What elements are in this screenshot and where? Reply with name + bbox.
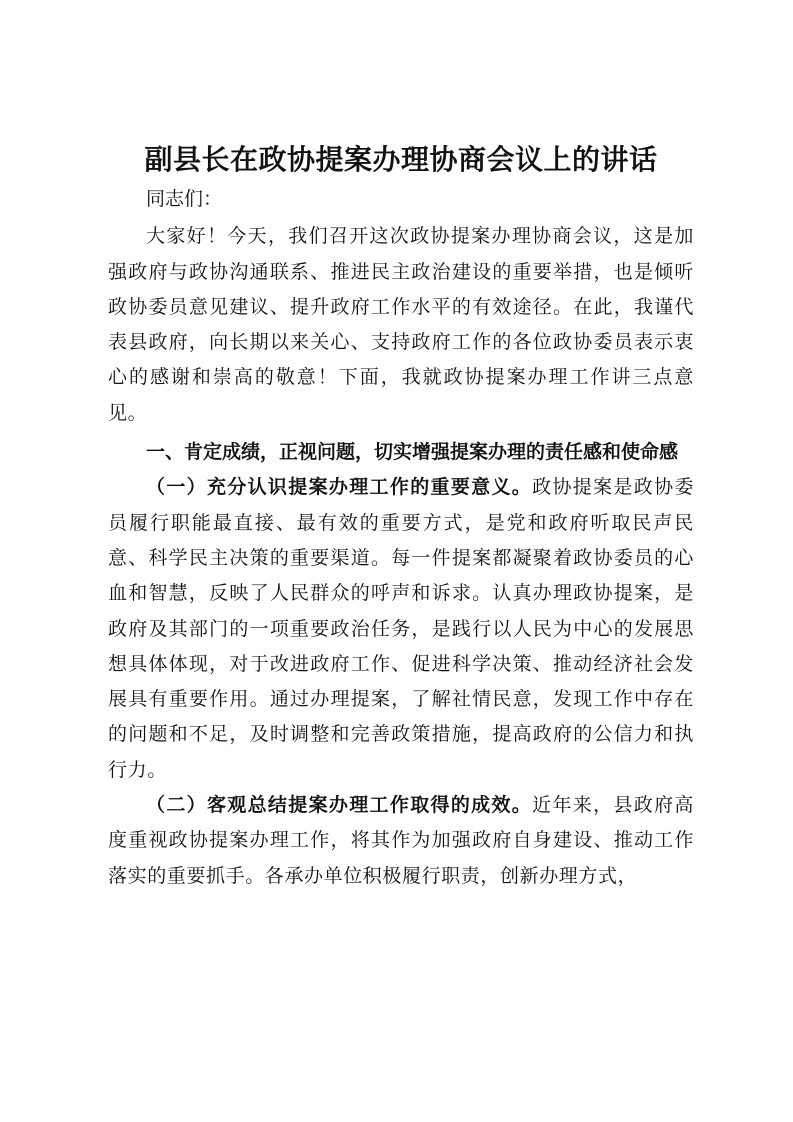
greeting: 同志们：	[146, 188, 223, 210]
item-1-paragraph	[108, 470, 694, 788]
item-2-paragraph	[108, 788, 694, 894]
item-1-text: 政协提案是政协委员履行职能最直接、最有效的重要方式，是党和政府听取民声民意、科学民主决策的重要渠道。每一件提案都凝聚着政协委员的心血和智慧，反映了人民群众的呼声和诉求。认真办理政协提案，是政府及其部门的一项重要政治任务，是践行以人民为中心的发展思想具体体现，对于改进政府工作、促进科学决策、推动经济社会发展具有重要作用。通过办理提案，了解社情民意，发现工作中存在的问题和不足，及时调整和完善政策措施，提高政府的公信力和执行力。	[108, 476, 694, 781]
item-2-text: 近年来，县政府高度重视政协提案办理工作，将其作为加强政府自身建设、推动工作落实的重要抓手。各承办单位积极履行职责，创新办理方式，	[108, 794, 694, 887]
document-body	[108, 140, 694, 894]
item-1-label: （一）充分认识提案办理工作的重要意义。	[146, 476, 533, 499]
item-2-label: （二）客观总结提案办理工作取得的成效。	[146, 794, 533, 817]
intro-paragraph: 大家好！今天，我们召开这次政协提案办理协商会议，这是加强政府与政协沟通联系、推进民主政治建设的重要举措，也是倾听政协委员意见建议、提升政府工作水平的有效途径。在此，我谨代表县政府，向长期以来关心、支持政府工作的各位政协委员表示衷心的感谢和崇高的敬意！下面，我就政协提案办理工作讲三点意见。	[108, 225, 694, 424]
section-heading-1: 一、肯定成绩，正视问题，切实增强提案办理的责任感和使命感	[146, 441, 679, 464]
document-title: 副县长在政协提案办理协商会议上的讲话	[144, 143, 658, 176]
